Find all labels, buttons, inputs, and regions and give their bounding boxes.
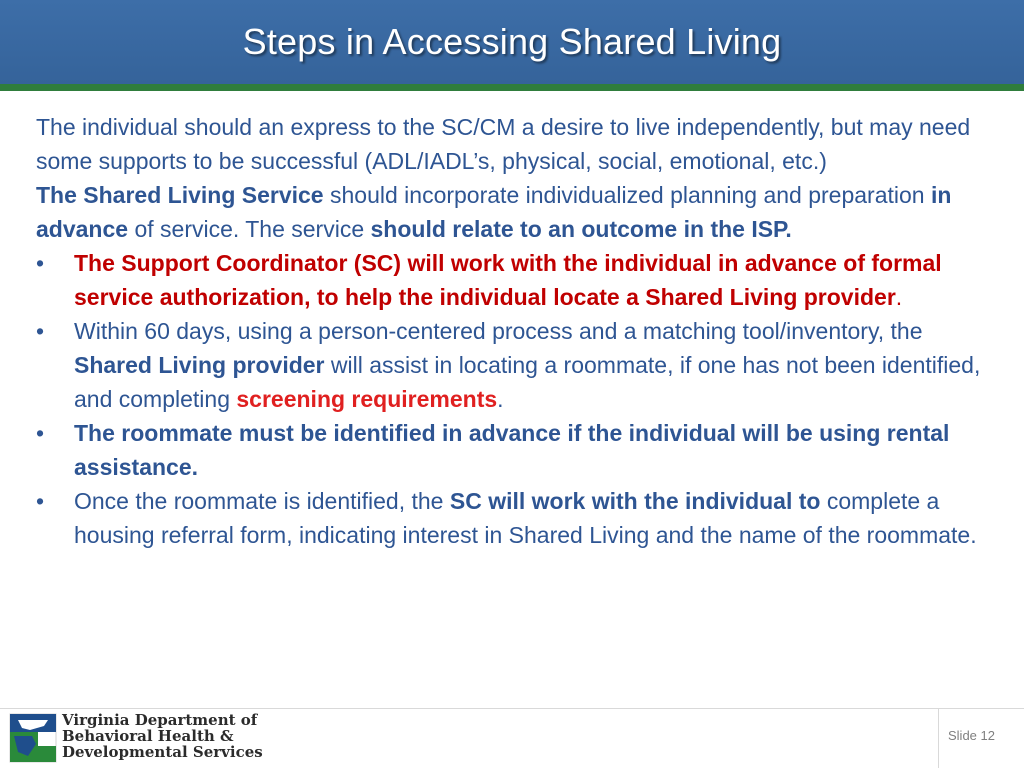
logo-line-3: Developmental Services (62, 743, 263, 761)
list-item (36, 484, 996, 552)
bullet-icon: • (36, 250, 45, 276)
outcome-isp-text: should relate to an outcome in the ISP. (370, 216, 792, 242)
slide-body (36, 110, 996, 552)
shared-living-provider-text: Shared Living provider (74, 352, 325, 378)
sc-step-end: . (895, 284, 903, 310)
provider-step-end: . (497, 386, 504, 412)
service-text-1: should incorporate individualized planning and preparation (323, 182, 931, 208)
list-item (36, 314, 996, 416)
slide-number: Slide 12 (948, 728, 995, 743)
roommate-step-text: The roommate must be identified in advance if the individual will be using rental assistance. (74, 420, 950, 480)
referral-step-text-1: Once the roommate is identified, the (74, 488, 450, 514)
screening-requirements-text: screening requirements (236, 386, 498, 412)
bullet-icon: • (36, 488, 45, 514)
provider-step-text-2: will assist in locating a roommate, if one has not been identified, and completing (74, 352, 981, 412)
referral-step-text-2: complete a housing referral form, indicating interest in Shared Living and the name of the roommate. (74, 488, 977, 548)
service-text-2: of service. The service (128, 216, 371, 242)
footer-separator (938, 708, 939, 768)
dbhds-logo-text (62, 711, 263, 761)
shared-living-service-label: The Shared Living Service (36, 182, 324, 208)
accent-divider (0, 84, 1024, 91)
steps-list (36, 246, 996, 552)
intro-paragraph: The individual should an express to the SC/CM a desire to live independently, but may need some supports to be successful (ADL/IADL’s, physical, social, emotional, etc.) (36, 114, 971, 174)
sc-step-text: The Support Coordinator (SC) will work with the individual in advance of formal service authorization, to help the individual locate a Shared Living provider (74, 250, 942, 310)
provider-step-text-1: Within 60 days, using a person-centered process and a matching tool/inventory, the (74, 318, 923, 344)
sc-work-text: SC will work with the individual to (449, 488, 821, 514)
footer-divider (0, 708, 1024, 709)
bullet-icon: • (36, 420, 45, 446)
in-advance-text: in advance (36, 182, 952, 242)
logo-line-2: Behavioral Health & (62, 727, 234, 745)
bullet-icon: • (36, 318, 45, 344)
list-item (36, 246, 996, 314)
service-paragraph (36, 178, 996, 246)
logo-line-1: Virginia Department of (62, 711, 258, 729)
list-item (36, 416, 996, 484)
slide-title: Steps in Accessing Shared Living (242, 21, 782, 62)
